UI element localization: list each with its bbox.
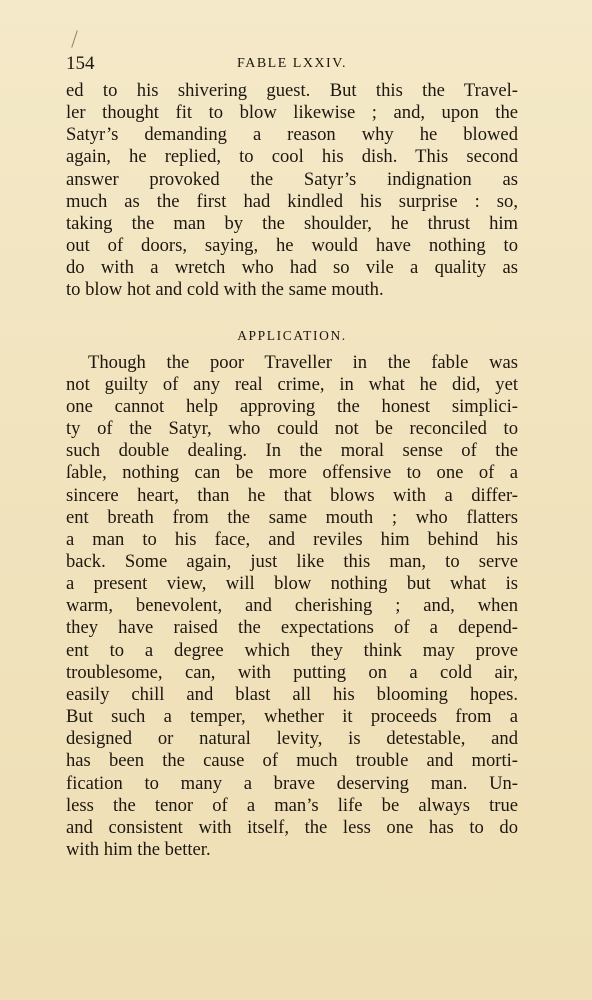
text-line: Though the poor Traveller in the fable was: [88, 351, 518, 373]
text-line: again, he replied, to cool his dish. This second: [66, 146, 518, 168]
text-line: a present view, will blow nothing but what is: [66, 573, 518, 595]
text-line: they have raised the expectations of a depend-: [66, 617, 518, 639]
text-line: not guilty of any real crime, in what he did, yet: [66, 373, 518, 395]
page-header: [66, 50, 518, 80]
text-line: ent to a degree which they think may prove: [66, 639, 518, 661]
text-line: less the tenor of a man’s life be always true: [66, 794, 518, 816]
text-line: ler thought fit to blow likewise ; and, upon the: [66, 102, 518, 124]
text-line: with him the better.: [66, 839, 211, 860]
book-page-content: [66, 50, 518, 861]
page-number: 154: [66, 53, 95, 74]
text-line: such double dealing. In the moral sense of the: [66, 440, 518, 462]
text-line: one cannot help approving the honest simplici-: [66, 395, 518, 417]
ink-mark: [71, 30, 78, 47]
text-line: back. Some again, just like this man, to serve: [66, 550, 518, 572]
text-line: ed to his shivering guest. But this the Travel-: [66, 80, 518, 101]
text-line: ent breath from the same mouth ; who flatters: [66, 506, 518, 528]
text-line: warm, benevolent, and cherishing ; and, when: [66, 595, 518, 617]
text-line: to blow hot and cold with the same mouth.: [66, 279, 384, 301]
text-line: easily chill and blast all his blooming hopes.: [66, 683, 518, 705]
application-heading: APPLICATION.: [237, 327, 347, 343]
text-line: out of doors, saying, he would have nothing to: [66, 235, 518, 257]
text-line: But such a temper, whether it proceeds from a: [66, 706, 518, 728]
text-line: ſable, nothing can be more offensive to one of a: [66, 462, 518, 484]
text-line: answer provoked the Satyr’s indignation as: [66, 168, 518, 190]
text-line: a man to his face, and reviles him behind his: [66, 528, 518, 550]
text-line: designed or natural levity, is detestable, and: [66, 728, 518, 750]
text-line: do with a wretch who had so vile a quality as: [66, 257, 518, 279]
text-line: ty of the Satyr, who could not be reconciled to: [66, 418, 518, 440]
text-line: fication to many a brave deserving man. Un-: [66, 772, 518, 794]
text-line: and consistent with itself, the less one has to do: [66, 816, 518, 838]
application-text: [66, 352, 518, 862]
running-head: FABLE LXXIV.: [236, 56, 348, 71]
text-line: troublesome, can, with putting on a cold air,: [66, 661, 518, 683]
text-line: sincere heart, than he that blows with a differ-: [66, 484, 518, 506]
text-line: Satyr’s demanding a reason why he blowed: [66, 124, 518, 146]
text-line: much as the first had kindled his surprise : so,: [66, 190, 518, 212]
fable-text: [66, 80, 518, 302]
text-line: has been the cause of much trouble and morti-: [66, 750, 518, 772]
text-line: taking the man by the shoulder, he thrust him: [66, 212, 518, 234]
